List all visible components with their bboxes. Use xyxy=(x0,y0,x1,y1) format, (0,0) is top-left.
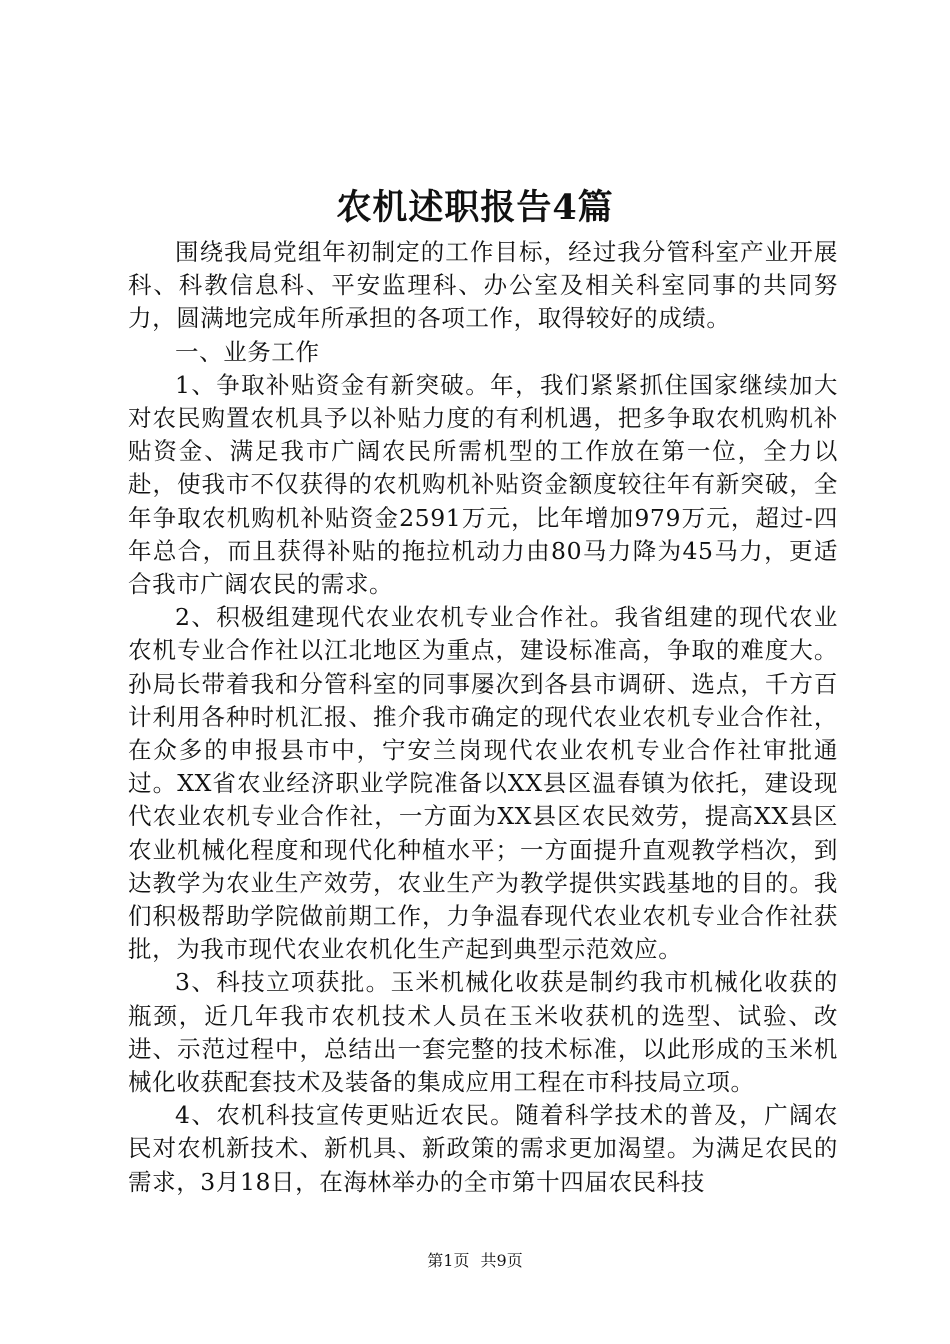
document-title: 农机述职报告4篇 xyxy=(336,187,614,228)
paragraph-item-3: 3、科技立项获批。玉米机械化收获是制约我市机械化收获的瓶颈，近几年我市农机技术人员在玉米收获机的选型、试验、改进、示范过程中，总结出一套完整的技术标准，以此形成的玉米机械化收获配套技术及装备的集成应用工程在市科技局立项。 xyxy=(128,968,838,1097)
page-footer xyxy=(0,1250,950,1272)
paragraph-item-2: 2、积极组建现代农业农机专业合作社。我省组建的现代农业农机专业合作社以江北地区为重点，建设标准高，争取的难度大。孙局长带着我和分管科室的同事屡次到各县市调研、选点，千方百计利用各种时机汇报、推介我市确定的现代农业农机专业合作社，在众多的申报县市中，宁安兰岗现代农业农机专业合作社审批通过。XX省农业经济职业学院准备以XX县区温春镇为依托，建设现代农业农机专业合作社，一方面为XX县区农民效劳，提高XX县区农业机械化程度和现代化种植水平；一方面提升直观教学档次，到达教学为农业生产效劳，农业生产为教学提供实践基地的目的。我们积极帮助学院做前期工作，力争温春现代农业农机专业合作社获批，为我市现代农业农机化生产起到典型示范效应。 xyxy=(128,603,838,964)
paragraph-intro: 围绕我局党组年初制定的工作目标，经过我分管科室产业开展科、科教信息科、平安监理科、办公室及相关科室同事的共同努力，圆满地完成年所承担的各项工作，取得较好的成绩。 xyxy=(128,238,838,333)
section-heading-business: 一、业务工作 xyxy=(175,337,320,366)
paragraph-item-1: 1、争取补贴资金有新突破。年，我们紧紧抓住国家继续加大对农民购置农机具予以补贴力度的有利机遇，把多争取农机购机补贴资金、满足我市广阔农民所需机型的工作放在第一位，全力以赴，使我市不仅获得的农机购机补贴资金额度较往年有新突破，全年争取农机购机补贴资金2591万元，比年增加979万元，超过-四年总合，而且获得补贴的拖拉机动力由80马力降为45马力，更适合我市广阔农民的需求。 xyxy=(128,370,838,599)
page-number-total: 共9页 xyxy=(480,1251,523,1270)
document-body xyxy=(128,236,838,1199)
paragraph-item-4: 4、农机科技宣传更贴近农民。随着科学技术的普及，广阔农民对农机新技术、新机具、新政策的需求更加渴望。为满足农民的需求，3月18日，在海林举办的全市第十四届农民科技 xyxy=(128,1101,838,1196)
page-number-current: 第1页 xyxy=(427,1251,470,1270)
